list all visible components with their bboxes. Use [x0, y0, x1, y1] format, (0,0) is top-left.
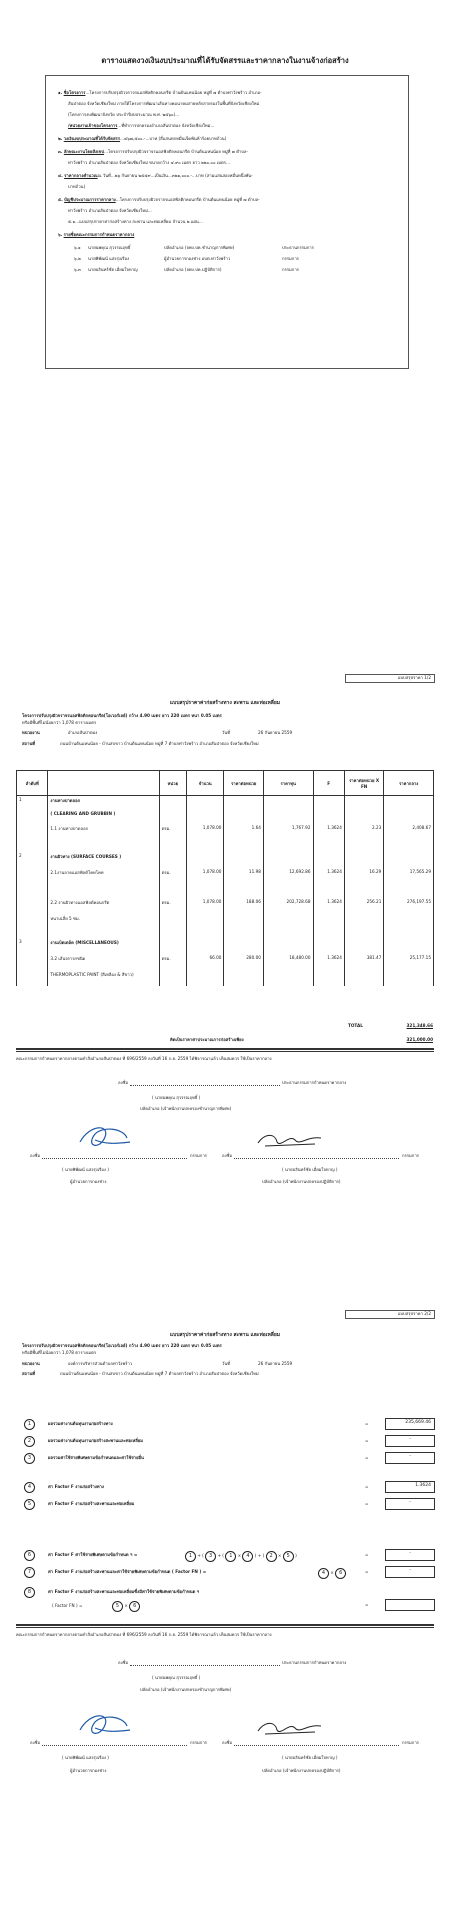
item-text: ณ วันที่...๒๖ กันยายน ๒๕๕๙...เป็นเงิน...๓๒๑,๐๐๐.-...บาท (สามแสนสองหมื่นหนึ่งพัน- [97, 173, 253, 178]
page1-item [68, 160, 230, 166]
chair-sign-prefix-2: ลงชื่อ [118, 1660, 128, 1665]
cell-cost [263, 852, 313, 868]
line-eq: = [365, 1421, 369, 1426]
m1-name-2: ( นายพิพัฒน์ แสงรุ่งเรือง ) [62, 1755, 109, 1760]
table-row [17, 898, 434, 914]
cell-price [224, 810, 263, 824]
cell-price: 11.98 [224, 868, 263, 898]
committee-position: ปลัดอำเภอ (จพง.ปค.ปฏิบัติการ) [164, 267, 222, 272]
cell-cost [263, 970, 313, 986]
cell-price [224, 796, 263, 811]
page1-item [58, 232, 134, 238]
line8-continue: ( Factor FN ) = [52, 1603, 83, 1608]
signature-3 [75, 1710, 135, 1744]
cell-no [17, 914, 48, 938]
table-row [17, 852, 434, 868]
page1-item [68, 219, 203, 225]
item-label: ลักษณะงานโดยสังเขป [63, 149, 105, 154]
table-row [17, 914, 434, 938]
committee-no: ๖.๒ [74, 256, 81, 261]
cell-fn: 381.47 [344, 954, 383, 970]
cell-total [384, 810, 434, 824]
form-number: แบบสรุปราคา 1/2 [345, 674, 435, 683]
line-number-circle: 4 [24, 1482, 35, 1493]
approval-text: คณะกรรมการกำหนดราคากลางตามคำสั่งอำเภอสันป่าตอง ที่ 696/2559 ลงวันที่ 16 ก.ย. 2559 ได้พิจารณาแล้ว เห็นสมควร ใช้เป็นราคากลาง [16, 1056, 272, 1061]
cell-fn: 2.23 [344, 824, 383, 852]
cell-no: 3 [17, 938, 48, 954]
cell-desc: งานผิวทาง (SURFACE COURSES ) [48, 852, 159, 868]
committee-position: ผู้อำนวยการกองช่าง อบต.ท่าวังพร้าว [164, 256, 231, 261]
ref-circle-2: 2 [266, 1551, 277, 1562]
line-number-circle: 7 [24, 1567, 35, 1578]
cell-fn: 16.29 [344, 868, 383, 898]
column-header: หน่วย [159, 771, 186, 796]
cell-f [313, 970, 344, 986]
item-label: บัญชีประมาณการราคากลาง [64, 197, 116, 202]
cell-f [313, 810, 344, 824]
column-header: ราคาต่อหน่วย X FN [344, 771, 383, 796]
line-eq: = [365, 1438, 369, 1443]
round-value: 321,000.00 [406, 1037, 433, 1042]
line-text: ผลรวมค่าใช้จ่ายพิเศษตามข้อกำหนดและค่าใช้จ่ายอื่น [48, 1455, 144, 1460]
committee-name: นายพิพัฒน์ แสงรุ่งเรือง [88, 256, 129, 261]
cell-price: 188.06 [224, 898, 263, 914]
project-line: โครงการปรับปรุงผิวจราจรแอสฟัลติกคอนกรีต(โอเวอร์เลย์) กว้าง 4.90 เมตร ยาว 220 เมตร หนา 0.05 เมตร [22, 713, 222, 718]
date-label: วันที่ [222, 730, 230, 735]
line8-eq: = [365, 1602, 369, 1607]
round-label: คิดเป็นราคาค่าประมาณการก่อสร้างเพียง [170, 1037, 244, 1042]
line-text: ค่า Factor F ค่าใช้จ่ายพิเศษตามข้อกำหนด ฯ = [48, 1552, 138, 1557]
line-eq: = [365, 1455, 369, 1460]
agency-label: หน่วยงาน [22, 730, 40, 735]
cell-total [384, 938, 434, 954]
cell-unit [159, 914, 186, 938]
column-header: จำนวน [187, 771, 224, 796]
signature-2 [255, 1128, 325, 1152]
cell-cost [263, 938, 313, 954]
item-label: /หน่วยงานเจ้าของโครงการ [68, 123, 118, 128]
estimate-table-wrap [16, 770, 434, 986]
project-line-2: โครงการปรับปรุงผิวจราจรแอสฟัลติกคอนกรีต(โอเวอร์เลย์) กว้าง 4.90 เมตร ยาว 220 เมตร หนา 0.05 เมตร [22, 1343, 222, 1348]
cell-qty: 66.00 [187, 954, 224, 970]
item-text: สันป่าตอง จังหวัดเชียงใหม่ ภายใต้โครงการพัฒนาเส้นทางคมนาคมสายหลักสายรองในพื้นที่จังหวัดเชียงใหม่ [68, 101, 260, 106]
line-value: 1.3624 [385, 1481, 435, 1493]
page1-box [45, 75, 409, 369]
m2-sign-line [234, 1158, 399, 1159]
m2-sign-prefix-2: ลงชื่อ [222, 1740, 232, 1745]
chair-name-2: ( นายนพคุณ สุวรรณฤทธิ์ ) [152, 1675, 201, 1680]
cell-unit [159, 796, 186, 811]
m1-sign-line-2 [42, 1745, 187, 1746]
cell-f [313, 938, 344, 954]
cell-f [313, 914, 344, 938]
cell-no [17, 868, 48, 898]
line-number-circle: 3 [24, 1453, 35, 1464]
table-row [17, 796, 434, 811]
cell-qty: 1,078.00 [187, 898, 224, 914]
cell-unit [159, 970, 186, 986]
cell-price [224, 970, 263, 986]
cell-no [17, 970, 48, 986]
line-text: ผลรวมค่างานต้นทุนงานก่อสร้างทาง [48, 1421, 113, 1426]
line-value: - [385, 1566, 435, 1578]
summary-heading: แบบสรุปราคาค่าก่อสร้างทาง สะพาน และท่อเหลี่ยม [169, 700, 281, 706]
line-number-circle: 1 [24, 1419, 35, 1430]
line-text: ค่า Factor F งานก่อสร้างสะพานและค่าใช้จ่ายพิเศษตามข้อกำหนด ( Factor FN ) = [48, 1569, 207, 1574]
cell-total: 276,197.55 [384, 898, 434, 914]
item-number: ๒. [58, 136, 63, 141]
item-label: รายชื่อคณะกรรมการกำหนดราคากลาง [63, 232, 135, 237]
cell-f: 1.3624 [313, 824, 344, 852]
table-row [17, 824, 434, 852]
chair-position-2: ปลัดอำเภอ (เจ้าพนักงานปกครองชำนาญการพิเศษ) [140, 1687, 232, 1692]
signature-4 [255, 1716, 325, 1740]
chair-sign-line [130, 1085, 280, 1086]
m2-member-label-2: กรรมการ [402, 1740, 419, 1745]
place-label: สถานที่ [22, 741, 36, 746]
cell-total [384, 970, 434, 986]
item-number: ๖. [58, 232, 63, 237]
page1-item [58, 136, 226, 142]
cell-desc: 2.1งานลาดแอสฟัลต์โคทโคท [48, 868, 159, 898]
column-header: ราคาต่อหน่วย [224, 771, 263, 796]
place-value: ถนนบ้านต้นแหนน้อย - บ้านสบขาว บ้านต้นแหนน้อย หมู่ที่ 7 ตำบลท่าวังพร้าว อำเภอสันป่าตอง จังหวัดเชียงใหม่ [60, 741, 259, 746]
line-text: ค่า Factor F งานก่อสร้างสะพานและท่อเหลี่ยม [48, 1501, 135, 1506]
divider-2 [16, 1624, 434, 1628]
cell-total [384, 914, 434, 938]
item-text: บาทถ้วน) [68, 184, 86, 189]
line-text: ค่า Factor F งานก่อสร้างสะพานและท่อเหลี่ยมซึ่งมีค่าใช้จ่ายพิเศษตามข้อกำหนด ฯ [48, 1589, 200, 1594]
item-text: ท่าวังพร้าว อำเภอสันป่าตอง จังหวัดเชียงใหม่... [68, 208, 152, 213]
cell-qty: 1,078.00 [187, 868, 224, 898]
cell-total: 17,565.29 [384, 868, 434, 898]
m1-sign-prefix: ลงชื่อ [30, 1153, 40, 1158]
formula-8: 5 × 6 [112, 1601, 140, 1612]
committee-name: นายนรินทร์ชัย เอี่ยมใจหาญ [88, 267, 138, 272]
cell-fn [344, 938, 383, 954]
item-number: ๕. [58, 197, 63, 202]
page1-item [58, 173, 253, 179]
m1-name: ( นายพิพัฒน์ แสงรุ่งเรือง ) [62, 1167, 109, 1172]
cell-total: 2,408.67 [384, 824, 434, 852]
cell-no [17, 954, 48, 970]
item-text: ...๔๖๗,๕๐๐.-...บาท (สี่แสนหกหมื่นเจ็ดพันห้าร้อยบาทถ้วน) [120, 136, 227, 141]
cell-qty [187, 970, 224, 986]
line-eq: = [365, 1484, 369, 1489]
m1-sign-prefix-2: ลงชื่อ [30, 1740, 40, 1745]
agency-value: อำเภอสันป่าตอง [68, 730, 98, 735]
cell-fn [344, 852, 383, 868]
cell-f: 1.3624 [313, 954, 344, 970]
cell-unit [159, 810, 186, 824]
column-header: ลำดับที่ [17, 771, 48, 796]
cell-desc: ( CLEARING AND GRUBBIN ) [48, 810, 159, 824]
chair-name: ( นายนพคุณ สุวรรณฤทธิ์ ) [152, 1095, 201, 1100]
committee-position: ปลัดอำเภอ (จพง.ปค.ชำนาญการพิเศษ) [164, 245, 235, 250]
cell-unit: ตรม. [159, 868, 186, 898]
m2-position: ปลัดอำเภอ (เจ้าพนักงานปกครองปฏิบัติการ) [262, 1179, 341, 1184]
estimate-table [16, 770, 434, 986]
line-text: ค่า Factor F งานก่อสร้างทาง [48, 1484, 104, 1489]
m2-sign-prefix: ลงชื่อ [222, 1153, 232, 1158]
chair-sign-prefix: ลงชื่อ [118, 1080, 128, 1085]
ref-circle-1b: 1 [225, 1551, 236, 1562]
cell-fn [344, 970, 383, 986]
ref-circle-1: 1 [185, 1551, 196, 1562]
cell-no [17, 898, 48, 914]
divider [16, 1048, 434, 1052]
table-row [17, 810, 434, 824]
line-value: 235,669.46 [385, 1418, 435, 1430]
cell-qty [187, 938, 224, 954]
approval-text-2: คณะกรรมการกำหนดราคากลางตามคำสั่งอำเภอสันป่าตอง ที่ 696/2559 ลงวันที่ 16 ก.ย. 2559 ได้พิจารณาแล้ว เห็นสมควร ใช้เป็นราคากลาง [16, 1632, 272, 1637]
committee-role: ประธานกรรมการ [282, 245, 314, 250]
item-text: ๕.๑...แบบสรุปราคาค่าก่อสร้างทาง สะพาน และท่อเหลี่ยม จำนวน ๒ แผ่น... [68, 219, 203, 224]
table-row [17, 954, 434, 970]
area-line: หรือมีพื้นที่ไม่น้อยกว่า 1,078 ตารางเมตร [22, 720, 97, 725]
chair-role: ประธานกรรมการกำหนดราคากลาง [282, 1080, 347, 1085]
ref-circle-6b: 6 [129, 1601, 140, 1612]
cell-f [313, 852, 344, 868]
page1-item [68, 184, 85, 190]
cell-cost: 1,767.92 [263, 824, 313, 852]
cell-no [17, 824, 48, 852]
cell-qty [187, 914, 224, 938]
cell-cost: 202,728.68 [263, 898, 313, 914]
line-value: - [385, 1549, 435, 1561]
cell-qty: 1,078.00 [187, 824, 224, 852]
cell-cost [263, 914, 313, 938]
cell-desc: 1.1 งานทางปาดลอก [48, 824, 159, 852]
item-text: ...โครงการปรับปรุงผิวจราจรแอสฟัลติกคอนกรีต บ้านต้นแหนน้อย หมู่ที่ ๗ ตำบล- [104, 149, 249, 154]
page1-item [68, 208, 152, 214]
item-label: ชื่อโครงการ [63, 90, 86, 95]
ref-circle-5: 5 [283, 1551, 294, 1562]
total-value: 321,348.66 [406, 1023, 433, 1028]
chair-sign-line-2 [130, 1665, 280, 1666]
column-header [48, 771, 159, 796]
ref-circle-4b: 4 [318, 1568, 329, 1579]
line-value: - [385, 1498, 435, 1510]
item-text: (โครงการงบพัฒนาจังหวัด ประจำปีงบประมาณ พ.ศ. ๒๕๖๐)... [68, 112, 180, 117]
ref-circle-6: 6 [335, 1568, 346, 1579]
cell-no: 1 [17, 796, 48, 811]
item-text: ...โครงการปรับปรุงผิวจราจรแอสฟัลติกคอนกรีต บ้านต้นแหนน้อย หมู่ที่ ๗ ตำบล- [115, 197, 260, 202]
cell-qty [187, 852, 224, 868]
table-row [17, 938, 434, 954]
place-value-2: ถนนบ้านต้นแหนน้อย - บ้านสบขาว บ้านต้นแหนน้อย หมู่ที่ 7 ตำบลท่าวังพร้าว อำเภอสันป่าตอง จังหวัดเชียงใหม่ [60, 1371, 259, 1376]
cell-cost: 18,480.00 [263, 954, 313, 970]
line-number-circle: 8 [24, 1587, 35, 1598]
cell-price [224, 852, 263, 868]
page1-item [68, 101, 259, 107]
m2-sign-line-2 [234, 1745, 399, 1746]
line-eq: = [365, 1501, 369, 1506]
cell-desc: หนาเฉลี่ย 5 ซม. [48, 914, 159, 938]
cell-price [224, 938, 263, 954]
m1-position-2: ผู้อำนวยการกองช่าง [70, 1768, 107, 1773]
page1-item [58, 197, 260, 203]
cell-desc: 2.2 งานผิวทางแอสฟัลต์คอนกรีต [48, 898, 159, 914]
item-label: วงเงินงบประมาณที่ได้รับจัดสรร [63, 136, 121, 141]
cell-unit: ตรม. [159, 954, 186, 970]
cell-unit [159, 938, 186, 954]
page1-item [58, 149, 248, 155]
cell-qty [187, 810, 224, 824]
item-number: ๑. [58, 90, 63, 95]
line-number-circle: 5 [24, 1499, 35, 1510]
cell-f: 1.3624 [313, 898, 344, 914]
date-label-2: วันที่ [222, 1361, 230, 1366]
column-header: ราคากลาง [384, 771, 434, 796]
item-text: ...ที่ทำการปกครองอำเภอสันป่าตอง จังหวัดเชียงใหม่... [117, 123, 215, 128]
cell-fn [344, 796, 383, 811]
line-value: - [385, 1435, 435, 1447]
m1-position: ผู้อำนวยการกองช่าง [70, 1179, 107, 1184]
m1-member-label: กรรมการ [190, 1153, 207, 1158]
committee-no: ๖.๑ [74, 245, 81, 250]
item-text: ท่าวังพร้าว อำเภอสันป่าตอง จังหวัดเชียงใหม่ ขนาดกว้าง ๔.๙๐ เมตร ยาว ๒๒๐.๐๐ เมตร... [68, 160, 231, 165]
m2-name: ( นายนรินทร์ชัย เอี่ยมใจหาญ ) [282, 1167, 338, 1172]
line-number-circle: 6 [24, 1550, 35, 1561]
cell-desc: งานเบ็ดเตล็ด (MISCELLANEOUS) [48, 938, 159, 954]
cell-qty [187, 796, 224, 811]
committee-role: กรรมการ [282, 267, 299, 272]
line8-value [385, 1599, 435, 1611]
date-value-2: 26 กันยายน 2559 [258, 1361, 293, 1366]
committee-role: กรรมการ [282, 256, 299, 261]
cell-f [313, 796, 344, 811]
cell-desc: งานทางปาดลอก [48, 796, 159, 811]
column-header: F [313, 771, 344, 796]
item-text: ...โครงการปรับปรุงผิวจราจรแอสฟัลติกคอนกรีต บ้านต้นแหนน้อย หมู่ที่ ๗ ตำบลท่าวังพร้าว อำเภอ- [85, 90, 262, 95]
cell-price [224, 914, 263, 938]
cell-price: 1.64 [224, 824, 263, 852]
m1-member-label-2: กรรมการ [190, 1740, 207, 1745]
cell-no [17, 810, 48, 824]
m2-member-label: กรรมการ [402, 1153, 419, 1158]
cell-unit: ตรม. [159, 898, 186, 914]
cell-f: 1.3624 [313, 868, 344, 898]
cell-no: 2 [17, 852, 48, 868]
m2-name-2: ( นายนรินทร์ชัย เอี่ยมใจหาญ ) [282, 1755, 338, 1760]
page1-title: ตารางแสดงวงเงินงบประมาณที่ได้รับจัดสรรและราคากลางในงานจ้างก่อสร้าง [101, 56, 349, 65]
formula-7: 4 × 6 [318, 1568, 346, 1579]
agency-label-2: หน่วยงาน [22, 1361, 40, 1366]
item-number: ๓. [58, 149, 63, 154]
total-label: TOTAL [348, 1023, 363, 1028]
cell-unit [159, 852, 186, 868]
line-eq: = [365, 1569, 369, 1574]
cell-total [384, 796, 434, 811]
cell-total [384, 852, 434, 868]
ref-circle-5b: 5 [112, 1601, 123, 1612]
form-number-2: แบบสรุปราคา 2/2 [345, 1310, 435, 1319]
cell-cost [263, 796, 313, 811]
line-text: ผลรวมค่างานต้นทุนงานก่อสร้างสะพานและท่อเหลี่ยม [48, 1438, 144, 1443]
ref-circle-3: 3 [205, 1551, 216, 1562]
committee-name: นายนพคุณ สุวรรณฤทธิ์ [88, 245, 131, 250]
page1-item [68, 123, 214, 129]
committee-no: ๖.๓ [74, 267, 81, 272]
cell-cost [263, 810, 313, 824]
cell-desc: 3.2 เส้นจราจรชนิด [48, 954, 159, 970]
cell-unit: ตรม. [159, 824, 186, 852]
area-line-2: หรือมีพื้นที่ไม่น้อยกว่า 1,078 ตารางเมตร [22, 1350, 97, 1355]
item-number: ๔. [58, 173, 63, 178]
column-header: ราคาทุน [263, 771, 313, 796]
cell-price: 280.00 [224, 954, 263, 970]
item-label: ราคากลางคำนวณ [64, 173, 98, 178]
agency-value-2: องค์การบริหารส่วนตำบลท่าวังพร้าว [68, 1361, 133, 1366]
cell-fn: 256.21 [344, 898, 383, 914]
cell-desc: THERMOPLASTIC PAINT (สีเหลือง & สีขาว) [48, 970, 159, 986]
formula-6: 1 + ( 3 + ( 1 × 4 ) + ( 2 × 5 ) [185, 1551, 297, 1562]
cell-total: 25,177.15 [384, 954, 434, 970]
line-value: - [385, 1452, 435, 1464]
page1-item [58, 90, 262, 96]
chair-role-2: ประธานกรรมการกำหนดราคากลาง [282, 1660, 347, 1665]
chair-position: ปลัดอำเภอ (เจ้าพนักงานปกครองชำนาญการพิเศษ) [140, 1106, 232, 1111]
date-value: 26 กันยายน 2559 [258, 730, 293, 735]
cell-cost: 12,692.86 [263, 868, 313, 898]
table-row [17, 970, 434, 986]
summary-heading-2: แบบสรุปราคาค่าก่อสร้างทาง สะพาน และท่อเหลี่ยม [169, 1332, 281, 1338]
m2-position-2: ปลัดอำเภอ (เจ้าพนักงานปกครองปฏิบัติการ) [262, 1768, 341, 1773]
line-eq: = [365, 1552, 369, 1557]
page1-item [68, 112, 179, 118]
line-number-circle: 2 [24, 1436, 35, 1447]
cell-fn [344, 810, 383, 824]
signature-1 [75, 1122, 135, 1156]
place-label-2: สถานที่ [22, 1371, 36, 1376]
ref-circle-4: 4 [242, 1551, 253, 1562]
cell-fn [344, 914, 383, 938]
m1-sign-line [42, 1158, 187, 1159]
table-row [17, 868, 434, 898]
